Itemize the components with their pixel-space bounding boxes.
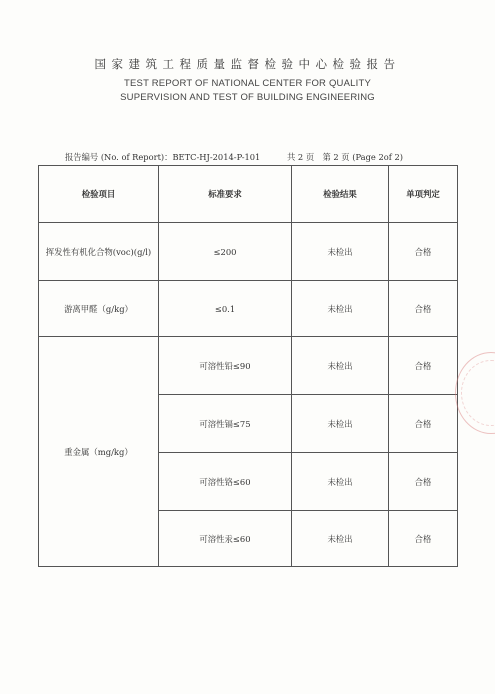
inspection-table <box>38 165 458 567</box>
cell-verdict: 合格 <box>389 453 458 511</box>
cell-result: 未检出 <box>292 511 389 567</box>
header-item: 检验项目 <box>39 166 159 223</box>
cell-item-heavy-metals: 重金属（mg/kg） <box>39 337 159 567</box>
table-row <box>39 281 458 337</box>
cell-result: 未检出 <box>292 395 389 453</box>
cell-item: 挥发性有机化合物(voc)(g/l) <box>39 223 159 281</box>
report-number: 报告编号 (No. of Report)：BETC-HJ-2014-P-101 <box>65 152 261 162</box>
table-row <box>39 223 458 281</box>
cell-requirement: ≤200 <box>159 223 292 281</box>
header-verdict: 单项判定 <box>389 166 458 223</box>
cell-requirement: ≤0.1 <box>159 281 292 337</box>
report-meta <box>65 151 403 163</box>
cell-verdict: 合格 <box>389 511 458 567</box>
cell-result: 未检出 <box>292 337 389 395</box>
cell-result: 未检出 <box>292 453 389 511</box>
cell-item: 游离甲醛（g/kg） <box>39 281 159 337</box>
cell-result: 未检出 <box>292 281 389 337</box>
report-title-cn: 国家建筑工程质量监督检验中心检验报告 <box>94 57 401 71</box>
cell-verdict: 合格 <box>389 395 458 453</box>
cell-requirement: 可溶性铅≤90 <box>159 337 292 395</box>
table-header-row <box>39 166 458 223</box>
cell-result: 未检出 <box>292 223 389 281</box>
cell-verdict: 合格 <box>389 281 458 337</box>
cell-verdict: 合格 <box>389 223 458 281</box>
page-info: 共 2 页 第 2 页 (Page 2of 2) <box>287 152 403 162</box>
report-title-en-line2: SUPERVISION AND TEST OF BUILDING ENGINEERING <box>120 92 375 103</box>
cell-verdict: 合格 <box>389 337 458 395</box>
report-title-en-line1: TEST REPORT OF NATIONAL CENTER FOR QUALITY <box>124 78 371 89</box>
header-requirement: 标准要求 <box>159 166 292 223</box>
table-row <box>39 337 458 395</box>
cell-requirement: 可溶性铬≤60 <box>159 453 292 511</box>
cell-requirement: 可溶性汞≤60 <box>159 511 292 567</box>
header-result: 检验结果 <box>292 166 389 223</box>
cell-requirement: 可溶性镉≤75 <box>159 395 292 453</box>
